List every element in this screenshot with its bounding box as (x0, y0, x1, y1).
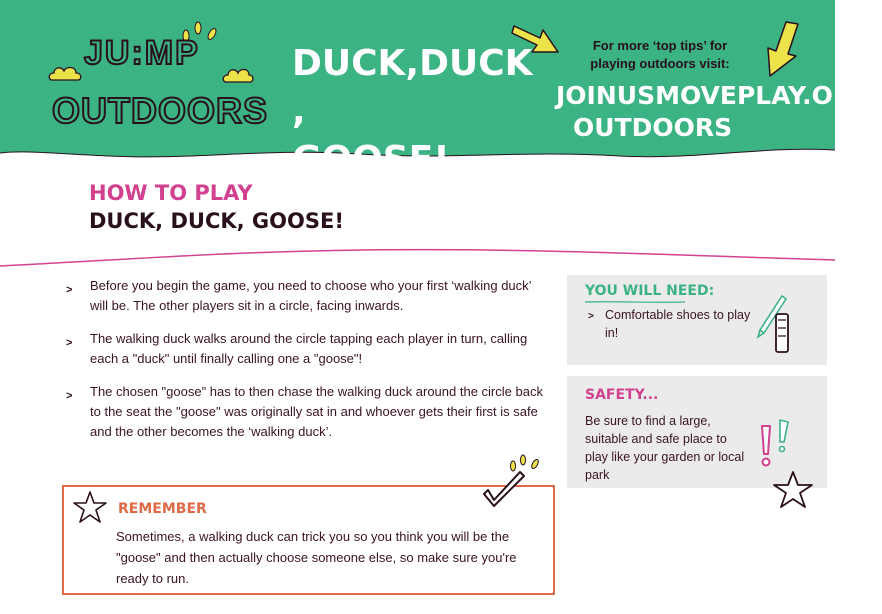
instruction-step (66, 276, 550, 316)
you-will-need-item-text: Comfortable shoes to play in! (605, 308, 751, 340)
page-title-line2: GOOSE! (292, 139, 450, 180)
you-will-need-title: YOU WILL NEED: (585, 283, 715, 299)
remember-title: REMEMBER (118, 501, 207, 517)
cloud-icon (48, 64, 84, 84)
instruction-step-text: The walking duck walks around the circle tapping each player in turn, calling each a "duck" until finally calling one a "goose"! (90, 331, 528, 366)
how-to-play-heading: HOW TO PLAY (89, 181, 253, 205)
instruction-step-text: Before you begin the game, you need to choose who your first ‘walking duck’ will be. The other players sit in a circle, facing inwards. (90, 278, 532, 313)
section-divider (0, 246, 835, 270)
website-link-line2[interactable]: OUTDOORS (573, 113, 733, 142)
tips-text (560, 37, 760, 73)
arrow-icon (758, 20, 806, 80)
you-will-need-item (588, 306, 765, 342)
bullet-chevron-icon: > (66, 390, 73, 402)
website-link[interactable] (556, 80, 882, 144)
bullet-chevron-icon: > (588, 311, 594, 322)
bullet-chevron-icon: > (66, 337, 73, 349)
page-title-line1: DUCK,DUCK , (292, 43, 533, 132)
bullet-chevron-icon: > (66, 284, 73, 296)
logo-jump-text: JU:MP (84, 34, 200, 72)
remember-text: Sometimes, a walking duck can trick you so you think you will be the "goose" and then actually choose someone else, so make sure you're ready to run. (116, 529, 517, 586)
tips-text-line1: For more ‘top tips’ for (592, 38, 728, 53)
underline-icon (585, 300, 685, 304)
star-icon (772, 470, 814, 510)
logo-outdoors-text: OUTDOORS (52, 90, 269, 131)
page-title (292, 40, 542, 184)
pencil-icon (748, 290, 794, 356)
safety-title: SAFETY... (585, 387, 659, 403)
tips-text-line2: playing outdoors visit: (590, 56, 730, 71)
cloud-icon (222, 66, 256, 86)
game-subtitle: DUCK, DUCK, GOOSE! (89, 209, 344, 233)
instruction-step-text: The chosen "goose" has to then chase the walking duck around the circle back to the seat the "goose" was originally sat in and whoever gets their first is safe and the other becomes the ‘walking duck’. (90, 384, 543, 439)
instructions-list (66, 276, 550, 455)
arrow-icon (510, 18, 562, 58)
checkmark-icon (480, 470, 528, 512)
star-icon (72, 490, 108, 524)
safety-text: Be sure to find a large, suitable and safe place to play like your garden or local park (585, 414, 745, 482)
exclamation-icon (758, 418, 794, 472)
instruction-step (66, 329, 550, 369)
instruction-step (66, 382, 550, 442)
website-link-line1[interactable]: JOINUSMOVEPLAY.ORG/ (556, 81, 882, 110)
